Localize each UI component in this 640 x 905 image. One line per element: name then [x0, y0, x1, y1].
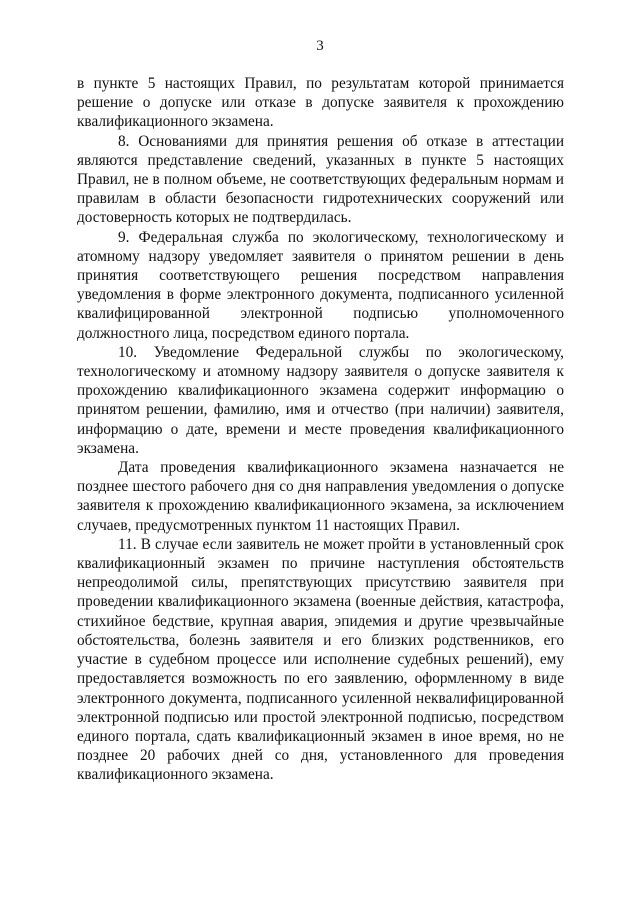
paragraph-continuation: в пункте 5 настоящих Правил, по результатам которой принимается решение о допуске или отказе в допуске заявителя к прохождению квалификационного экзамена.: [77, 75, 564, 131]
paragraph-exam-date: Дата проведения квалификационного экзамена назначается не позднее шестого рабочего дня со дня направления уведомления о допуске заявителя к прохождению квалификационного экзамена, за исключением случаев, предусмотренных пунктом 11 настоящих Правил.: [77, 459, 564, 534]
paragraph-clause-10: 10. Уведомление Федеральной службы по экологическому, технологическому и атомному надзору заявителя о допуске заявителя к прохождению квалификационного экзамена содержит информацию о принятом решении, фамилию, имя и отчество (при наличии) заявителя, информацию о дате, времени и месте проведения квалификационного экзамена.: [77, 343, 564, 457]
paragraph-clause-11: 11. В случае если заявитель не может пройти в установленный срок квалификационный экзамен по причине наступления обстоятельств непреодолимой силы, препятствующих присутствию заявителя при проведении квалификационного экзамена (военные действия, катастрофа, стихийное бедствие, крупная авария, эпидемия и другие чрезвычайные обстоятельства, болезнь заявителя и его близких родственников, его участие в судебном процессе или исполнение судебных решений), ему предоставляется возможность по его заявлению, оформленному в виде электронного документа, подписанного усиленной неквалифицированной электронной подписью или простой электронной подписью, посредством единого портала, сдать квалификационный экзамен в иное время, но не позднее 20 рабочих дней со дня, установленного для проведения квалификационного экзамена.: [77, 535, 564, 784]
paragraph-clause-9: 9. Федеральная служба по экологическому, технологическому и атомному надзору уведомляет заявителя о принятом решении в день принятия соответствующего решения посредством направления уведомления в форме электронного документа, подписанного усиленной квалифицированной электронной подписью уполномоченного должностного лица, посредством единого портала.: [77, 228, 564, 342]
document-body: [77, 74, 564, 785]
page-number: 3: [316, 38, 324, 54]
paragraph-clause-8: 8. Основаниями для принятия решения об отказе в аттестации являются представление сведений, указанных в пункте 5 настоящих Правил, не в полном объеме, не соответствующих федеральным нормам и правилам в области безопасности гидротехнических сооружений или достоверность которых не подтвердилась.: [77, 132, 564, 227]
